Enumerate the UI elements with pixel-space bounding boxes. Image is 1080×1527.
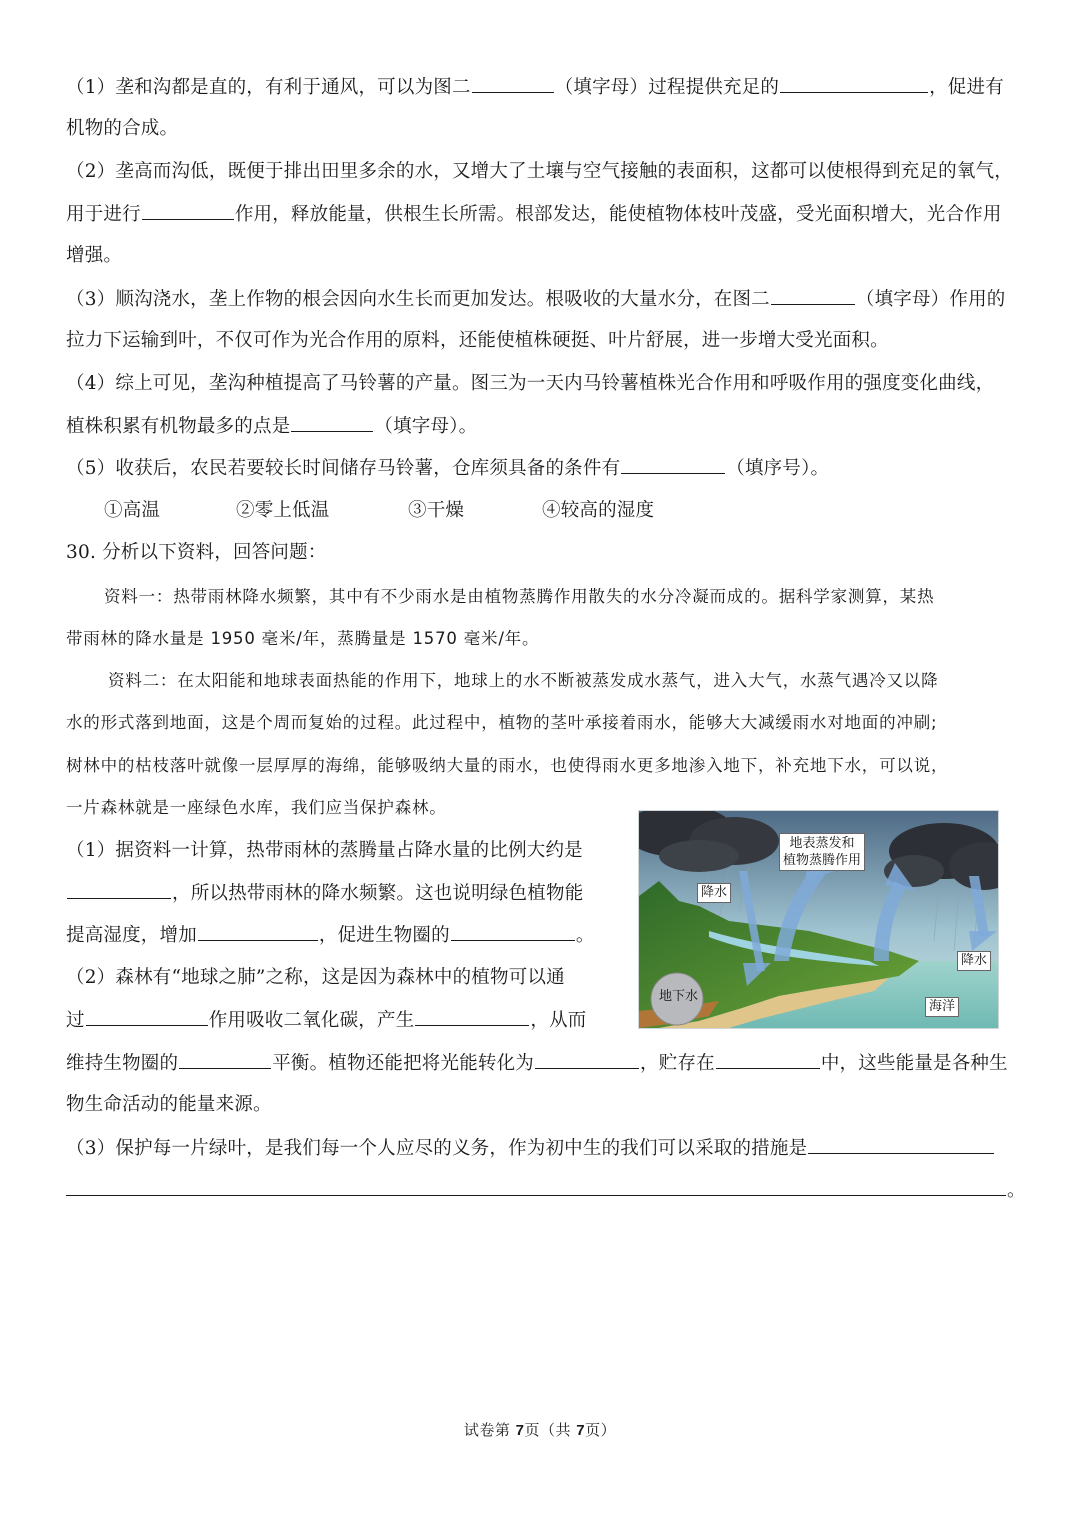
answer-blank[interactable] [535, 1050, 639, 1069]
page-footer: 试卷第 7页（共 7页） [463, 1421, 617, 1439]
q29-part5-line1: （5）收获后，农民若要较长时间储存马铃薯，仓库须具备的条件有 （填序号）。 [66, 455, 1014, 482]
answer-blank[interactable] [67, 880, 171, 899]
groundwater-label: 地下水 [659, 989, 699, 1004]
q30-part2-line2: 过 作用吸收二氧化碳，产生 ，从而 [66, 1007, 596, 1034]
q29-part1-line2: 机物的合成。 [66, 118, 179, 139]
q30-part2-line3: 维持生物圈的 平衡。植物还能把将光能转化为 ，贮存在 中，这些能量是各种生 [66, 1050, 1014, 1077]
option-2: ②零上低温 [236, 500, 330, 521]
q30-material2-line4: 一片森林就是一座绿色水库，我们应当保护森林。 [66, 798, 447, 817]
answer-blank[interactable] [66, 1177, 1006, 1196]
answer-blank[interactable] [198, 922, 318, 941]
answer-blank[interactable] [86, 1007, 208, 1026]
option-3: ③干燥 [408, 500, 465, 521]
q30-title: 30. 分析以下资料，回答问题： [66, 542, 327, 563]
q30-part1-line2: ，所以热带雨林的降水频繁。这也说明绿色植物能 [66, 880, 596, 907]
answer-blank[interactable] [472, 74, 554, 93]
answer-blank[interactable] [808, 1135, 994, 1154]
total-pages: 7 [576, 1422, 586, 1439]
answer-blank[interactable] [142, 201, 234, 220]
q29-part4-line1: （4）综上可见，垄沟种植提高了马铃薯的产量。图三为一天内马铃薯植株光合作用和呼吸作用的强度变化曲线， [66, 373, 995, 394]
q29-part1-line1: （1）垄和沟都是直的，有利于通风，可以为图二 （填字母）过程提供充足的 ，促进有 [66, 74, 1014, 101]
q29-part3-line2: 拉力下运输到叶，不仅可作为光合作用的原料，还能使植株硬挺、叶片舒展，进一步增大受光面积。 [66, 330, 889, 351]
answer-blank[interactable] [179, 1050, 271, 1069]
q30-part3-line2: 。 [66, 1177, 1014, 1204]
evaporation-label: 地表蒸发和 植物蒸腾作用 [779, 833, 865, 871]
precipitation-label-right: 降水 [957, 951, 991, 971]
q29-options [104, 498, 1014, 524]
q30-part2-line1: （2）森林有“地球之肺”之称，这是因为森林中的植物可以通 [66, 967, 565, 988]
option-1: ①高温 [104, 500, 161, 521]
q30-part1-line1: （1）据资料一计算，热带雨林的蒸腾量占降水量的比例大约是 [66, 840, 583, 861]
option-4: ④较高的湿度 [542, 500, 655, 521]
precipitation-label-left: 降水 [697, 883, 731, 903]
page-number: 7 [515, 1422, 525, 1439]
answer-blank[interactable] [780, 74, 928, 93]
answer-blank[interactable] [451, 922, 575, 941]
q29-part2-line1: （2）垄高而沟低，既便于排出田里多余的水，又增大了土壤与空气接触的表面积，这都可以使根得到充足的氧气， [66, 161, 1013, 182]
water-cycle-figure [638, 810, 999, 1029]
answer-blank[interactable] [716, 1050, 820, 1069]
q30-material2-line2: 水的形式落到地面，这是个周而复始的过程。此过程中，植物的茎叶承接着雨水，能够大大减缓雨水对地面的冲刷; [66, 713, 938, 732]
q30-material2-line1: 资料二：在太阳能和地球表面热能的作用下，地球上的水不断被蒸发成水蒸气，进入大气，水蒸气遇冷又以降 [108, 671, 939, 690]
q29-part4-line2: 植株积累有机物最多的点是 （填字母）。 [66, 413, 1014, 440]
q29-part2-line2: 用于进行 作用，释放能量，供根生长所需。根部发达，能使植物体枝叶茂盛，受光面积增大，光合作用 [66, 201, 1014, 228]
q29-part2-line3: 增强。 [66, 245, 123, 266]
answer-blank[interactable] [771, 286, 855, 305]
q30-part1-line3: 提高湿度，增加 ，促进生物圈的 。 [66, 922, 596, 949]
ocean-label: 海洋 [925, 997, 959, 1017]
q30-part3-line1: （3）保护每一片绿叶，是我们每一个人应尽的义务，作为初中生的我们可以采取的措施是 [66, 1135, 1014, 1162]
answer-blank[interactable] [415, 1007, 529, 1026]
q30-material2-line3: 树林中的枯枝落叶就像一层厚厚的海绵，能够吸纳大量的雨水，也使得雨水更多地渗入地下，补充地下水，可以说， [66, 756, 949, 775]
q30-material1-line1: 资料一：热带雨林降水频繁，其中有不少雨水是由植物蒸腾作用散失的水分冷凝而成的。据科学家测算，某热 [104, 587, 935, 606]
q29-part3-line1: （3）顺沟浇水，垄上作物的根会因向水生长而更加发达。根吸收的大量水分，在图二 （填字母）作用的 [66, 286, 1014, 313]
answer-blank[interactable] [621, 455, 725, 474]
q30-material1-line2: 带雨林的降水量是 1950 毫米/年，蒸腾量是 1570 毫米/年。 [66, 629, 540, 648]
answer-blank[interactable] [291, 413, 373, 432]
q30-part2-line4: 物生命活动的能量来源。 [66, 1094, 272, 1115]
